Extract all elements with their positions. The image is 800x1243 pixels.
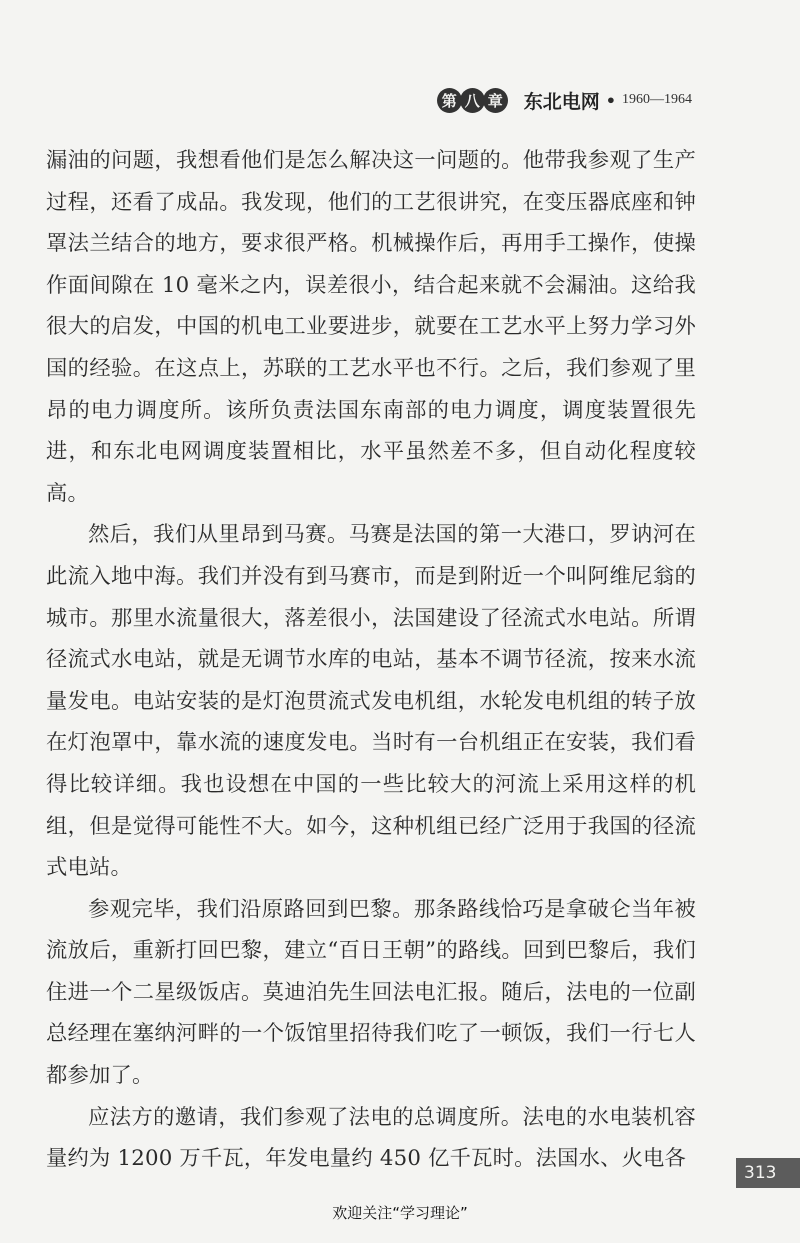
chapter-badge-char: 章 (483, 88, 508, 113)
text-line: 产过程，还看了成品。我发现，他们的工艺很讲究，在变压器底座和 (46, 148, 696, 215)
text-line: 观了里昂的电力调度所。该所负责法国东南部的电力调度，调度装 (46, 355, 696, 423)
chapter-badge-char: 八 (460, 88, 485, 113)
text-line: 子放在灯泡罩中，靠水流的速度发电。当时有一台机组正在安装，我 (46, 688, 696, 756)
text-line: 被流放后，重新打回巴黎，建立“百日王朝”的路线。回到巴黎后，我 (46, 896, 696, 964)
text-line: 容量约为 1200 万千瓦，年发电量约 450 亿千瓦时。法国水、火电各 (46, 1104, 696, 1172)
text-line: 的城市。那里水流量很大，落差很小，法国建设了径流式水电站。所 (46, 563, 696, 631)
text-line: 谓径流式水电站，就是无调节水库的电站，基本不调节径流，按来水 (46, 605, 696, 673)
text-line: 度较高。 (46, 439, 697, 506)
text-line: 位副总经理在塞纳河畔的一个饭馆里招待我们吃了一顿饭，我们一 (46, 979, 696, 1047)
running-header (437, 82, 692, 118)
text-line: 漏油的问题，我想看他们是怎么解决这一问题的。他带我参观了生 (46, 148, 675, 173)
paragraph (46, 514, 696, 888)
text-line: 习外国的经验。在这点上，苏联的工艺水平也不行。之后，我们参 (46, 314, 696, 381)
text-line: 我很大的启发，中国的机电工业要进步，就要在工艺水平上努力学 (46, 272, 696, 340)
text-line: 流量发电。电站安装的是灯泡贯流式发电机组，水轮发电机组的转 (46, 647, 696, 714)
text-line: 们住进一个二星级饭店。莫迪泊先生回法电汇报。随后，法电的一 (46, 938, 696, 1005)
header-separator: • (605, 90, 616, 110)
chapter-badge-char: 第 (437, 88, 462, 113)
text-line: 钟罩法兰结合的地方，要求很严格。机械操作后，再用手工操作，使 (46, 189, 696, 257)
chapter-years: 1960—1964 (622, 92, 692, 107)
footer-note: 欢迎关注“学习理论” (332, 1204, 468, 1222)
paragraph (46, 889, 696, 1097)
chapter-title: 东北电网 (523, 90, 600, 113)
text-line: 操作面间隙在 10 毫米之内，误差很小，结合起来就不会漏油。这给 (46, 231, 696, 298)
body-text (46, 140, 696, 1180)
text-line: 此流入地中海。我们并没有到马赛市，而是到附近一个叫阿维尼翁 (46, 563, 675, 589)
text-line: 的机组，但是觉得可能性不大。如今，这种机组已经广泛用于我国的 (46, 771, 697, 839)
text-line: 然后，我们从里昂到马赛。马赛是法国的第一大港口，罗讷河在 (88, 522, 696, 548)
text-line: 置很先进，和东北电网调度装置相比，水平虽然差不多，但自动化程 (46, 397, 696, 465)
text-line: 们看得比较详细。我也设想在中国的一些比较大的河流上采用这样 (46, 730, 696, 797)
text-line: 应法方的邀请，我们参观了法电的总调度所。法电的水电装机 (88, 1104, 675, 1130)
text-line: 参观完毕，我们沿原路回到巴黎。那条路线恰巧是拿破仑当年 (88, 896, 675, 922)
chapter-badge (437, 88, 508, 113)
page-number: 313 (736, 1158, 800, 1188)
paragraph (46, 1097, 696, 1180)
paragraph (46, 140, 696, 514)
text-line: 行七人都参加了。 (46, 1021, 696, 1089)
text-line: 径流式电站。 (46, 813, 696, 881)
